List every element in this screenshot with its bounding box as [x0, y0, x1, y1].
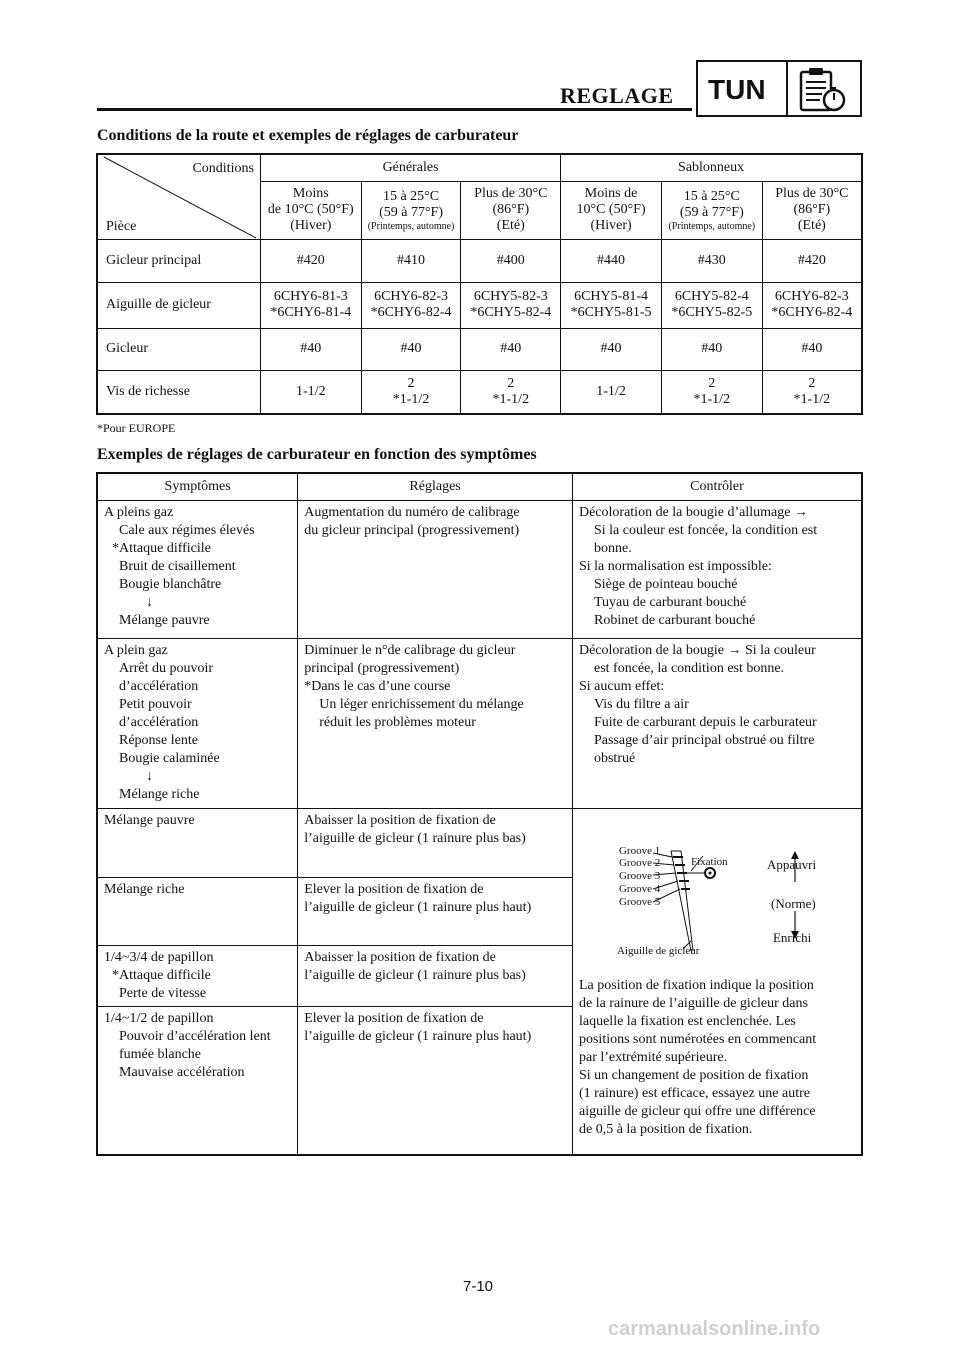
table-row: Mélange pauvre Abaisser la position de fixation de l’aiguille de gicleur (1 rainure plus bas) Groove 1 Groove 2 Groove 3 Groove 4 Groove 5 Fixation Aiguille de gicleur Appauvri (Norme) Enrichi La position de fixation indique la position de la rainure de l’aiguille de gicleur dans laquelle la fixation est enclenchée. Les positions sont numérotées en commencant par l’extrémité supérieure. Si un changement de position de fixation (1 rainure) est efficace, essayez une autre aiguille de gicleur qui offre une différence de 0,5 à la position de fixation.	[97, 809, 862, 878]
needle-diagram	[573, 809, 861, 977]
fixation-label: Fixation	[690, 856, 728, 868]
group-generales: Générales	[260, 154, 560, 181]
watermark: carmanualsonline.info	[608, 1318, 821, 1340]
page-number: 7-10	[463, 1278, 494, 1295]
table-row: Vis de richesse 1-1/2 2 *1-1/2 2 *1-1/2 1-1/2 2 *1-1/2 2 *1-1/2	[97, 370, 862, 414]
tun-label: TUN	[708, 74, 766, 105]
section1-title: Conditions de la route et exemples de réglages de carburateur	[97, 127, 519, 144]
corner-conditions: Conditions	[192, 161, 254, 176]
col-header: Plus de 30°C (86°F) (Eté)	[762, 181, 862, 239]
corner-cell	[97, 154, 260, 239]
corner-piece: Pièce	[106, 218, 137, 234]
table-row: 1/4~3/4 de papillon *Attaque difficile Perte de vitesse Abaisser la position de fixation de l’aiguille de gicleur (1 rainure plus bas)	[97, 946, 862, 1007]
appauvri-label: Appauvri	[766, 857, 817, 872]
page-title: REGLAGE	[560, 83, 674, 108]
groove-label: Groove 3	[618, 870, 661, 882]
table-row: Gicleur principal #420 #410 #400 #440 #430 #420	[97, 239, 862, 282]
explanation-text: La position de fixation indique la position de la rainure de l’aiguille de gicleur dans laquelle la fixation est enclenchée. Les positions sont numérotées en commencant par l’extrémité supérieure. Si un changement de position de fixation (1 rainure) est efficace, essayez une autre aiguille de gicleur qui offre une différence de 0,5 à la position de fixation.	[578, 978, 817, 1137]
clipboard-stopwatch-icon	[798, 67, 848, 113]
badge-divider	[786, 62, 788, 115]
header-rule	[97, 108, 692, 111]
enrichi-label: Enrichi	[772, 930, 812, 945]
table-row: A pleins gaz Cale aux régimes élevés *Attaque difficile Bruit de cisaillement Bougie blanchâtre ↓ Mélange pauvre Augmentation du numéro de calibrage du gicleur principal (progressivement) Décoloration de la bougie d’allumage → Si la couleur est foncée, la condition est bonne. Si la normalisation est impossible: Siège de pointeau bouché Tuyau de carburant bouché Robinet de carburant bouché	[97, 501, 862, 639]
table-row: Aiguille de gicleur 6CHY6-81-3 *6CHY6-81-4 6CHY6-82-3 *6CHY6-82-4 6CHY5-82-3 *6CHY5-82-4 6CHY5-81-4 *6CHY5-81-5 6CHY5-82-4 *6CHY5-82-5 6CHY6-82-3 *6CHY6-82-4	[97, 282, 862, 328]
table-row: 1/4~1/2 de papillon Pouvoir d’accélération lent fumée blanche Mauvaise accélération Elever la position de fixation de l’aiguille de gicleur (1 rainure plus haut)	[97, 1007, 862, 1155]
groove-label: Groove 4	[618, 883, 661, 895]
conditions-table	[96, 153, 863, 415]
col-header-controler: Contrôler	[572, 473, 862, 501]
footnote: *Pour EUROPE	[97, 421, 176, 435]
table-row: Mélange riche Elever la position de fixation de l’aiguille de gicleur (1 rainure plus haut)	[97, 878, 862, 946]
table-row: A plein gaz Arrêt du pouvoir d’accélération Petit pouvoir d’accélération Réponse lente Bougie calaminée ↓ Mélange riche Diminuer le n°de calibrage du gicleur principal (progressivement) *Dans le cas d’une course Un léger enrichissement du mélange réduit les problèmes moteur Décoloration de la bougie → Si la couleur est foncée, la condition est bonne. Si aucum effet: Vis du filtre a air Fuite de carburant depuis le carburateur Passage d’air principal obstrué ou filtre obstrué	[97, 639, 862, 809]
col-header-symptomes: Symptômes	[97, 473, 298, 501]
needle-explanation-cell	[572, 809, 862, 1155]
col-header: 15 à 25°C (59 à 77°F) (Printemps, automne)	[661, 181, 762, 239]
col-header: Moins de 10°C (50°F) (Hiver)	[260, 181, 361, 239]
norme-label: (Norme)	[770, 896, 816, 911]
groove-label: Groove 2	[618, 857, 661, 869]
groove-label: Groove 5	[618, 896, 661, 908]
table-row: Gicleur #40 #40 #40 #40 #40 #40	[97, 328, 862, 370]
col-header: Moins de 10°C (50°F) (Hiver)	[561, 181, 662, 239]
section2-title: Exemples de réglages de carburateur en fonction des symptômes	[97, 446, 537, 463]
groove-label: Groove 1	[618, 845, 661, 857]
needle-label: Aiguille de gicleur	[616, 945, 700, 957]
col-header-reglages: Réglages	[298, 473, 573, 501]
group-sablonneux: Sablonneux	[561, 154, 862, 181]
symptoms-table	[96, 472, 863, 1156]
col-header: 15 à 25°C (59 à 77°F) (Printemps, automne)	[361, 181, 461, 239]
col-header: Plus de 30°C (86°F) (Eté)	[461, 181, 561, 239]
tun-badge	[696, 60, 862, 117]
